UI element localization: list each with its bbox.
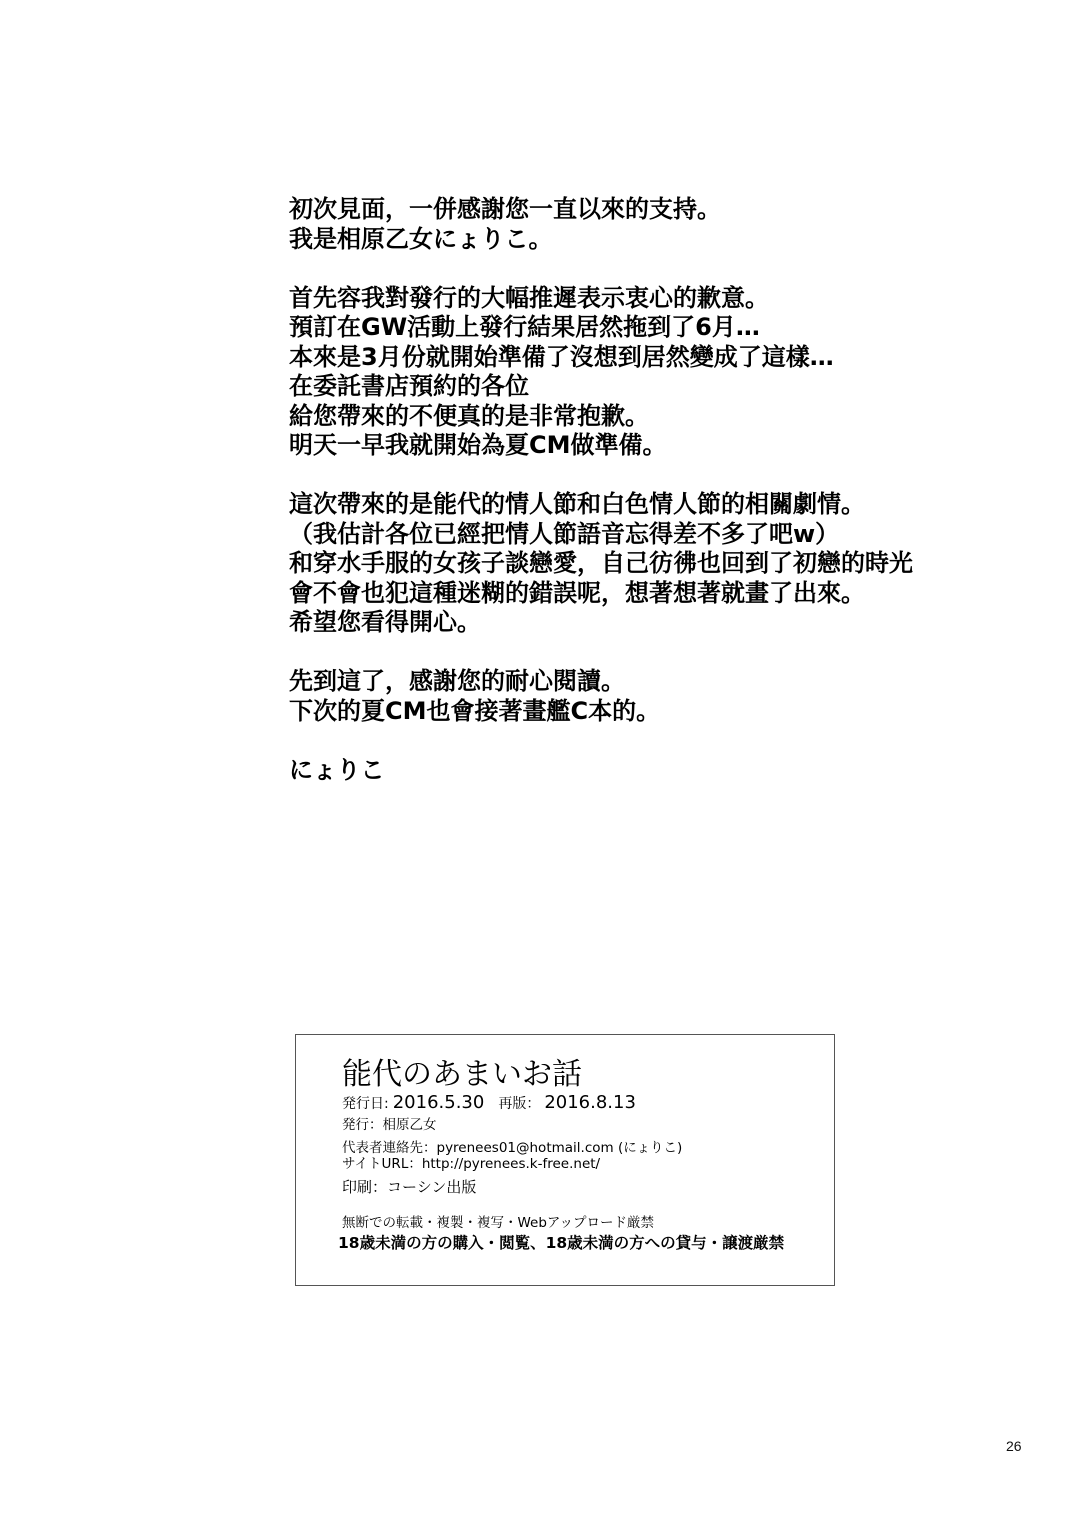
printer: 印刷：コーシン出版 — [342, 1178, 477, 1196]
afterword-line: 在委託書店預約的各位 — [289, 372, 529, 400]
page-number: 26 — [1006, 1438, 1022, 1454]
site-url: サイトURL：http://pyrenees.k-free.net/ — [342, 1156, 601, 1172]
reproduction-notice: 無断での転載・複製・複写・Webアップロード厳禁 — [342, 1215, 654, 1231]
afterword-line: 首先容我對發行的大幅推遲表示衷心的歉意。 — [289, 283, 769, 312]
colophon-box — [295, 1034, 835, 1286]
author-signature: にょりこ — [289, 755, 385, 784]
afterword-line: 預訂在GW活動上發行結果居然拖到了6月… — [289, 313, 760, 341]
afterword-line: 明天一早我就開始為夏CM做準備。 — [289, 431, 667, 459]
afterword-line: 給您帶來的不便真的是非常抱歉。 — [289, 401, 649, 430]
afterword-line: 下次的夏CM也會接著畫艦C本的。 — [289, 696, 661, 725]
afterword-text — [289, 195, 989, 785]
publisher: 発行：相原乙女 — [342, 1117, 437, 1133]
contact-email: 代表者連絡先：pyrenees01@hotmail.com (にょりこ) — [342, 1140, 683, 1156]
publication-dates — [342, 1093, 636, 1114]
issue-date-label: 発行日: — [342, 1096, 389, 1112]
age-restriction-notice: 18歳未満の方の購入・閲覧、18歳未満の方への貸与・譲渡厳禁 — [338, 1234, 785, 1252]
afterword-line: 希望您看得開心。 — [289, 608, 481, 636]
afterword-line: 會不會也犯這種迷糊的錯誤呢，想著想著就畫了出來。 — [289, 578, 865, 607]
issue-date: 2016.5.30 — [392, 1092, 485, 1113]
afterword-line: （我估計各位已經把情人節語音忘得差不多了吧w） — [289, 519, 840, 548]
book-title: 能代のあまいお話 — [342, 1057, 582, 1092]
reprint-date-label: 再版： — [498, 1096, 541, 1112]
afterword-line: 我是相原乙女にょりこ。 — [289, 224, 553, 253]
reprint-date: 2016.8.13 — [544, 1092, 636, 1113]
afterword-line: 先到這了，感謝您的耐心閱讀。 — [289, 667, 625, 695]
afterword-line: 本來是3月份就開始準備了沒想到居然變成了這樣… — [289, 342, 834, 371]
afterword-line: 這次帶來的是能代的情人節和白色情人節的相關劇情。 — [289, 490, 865, 518]
afterword-line: 初次見面，一併感謝您一直以來的支持。 — [289, 195, 721, 223]
afterword-line: 和穿水手服的女孩子談戀愛，自己彷彿也回到了初戀的時光 — [289, 549, 913, 577]
